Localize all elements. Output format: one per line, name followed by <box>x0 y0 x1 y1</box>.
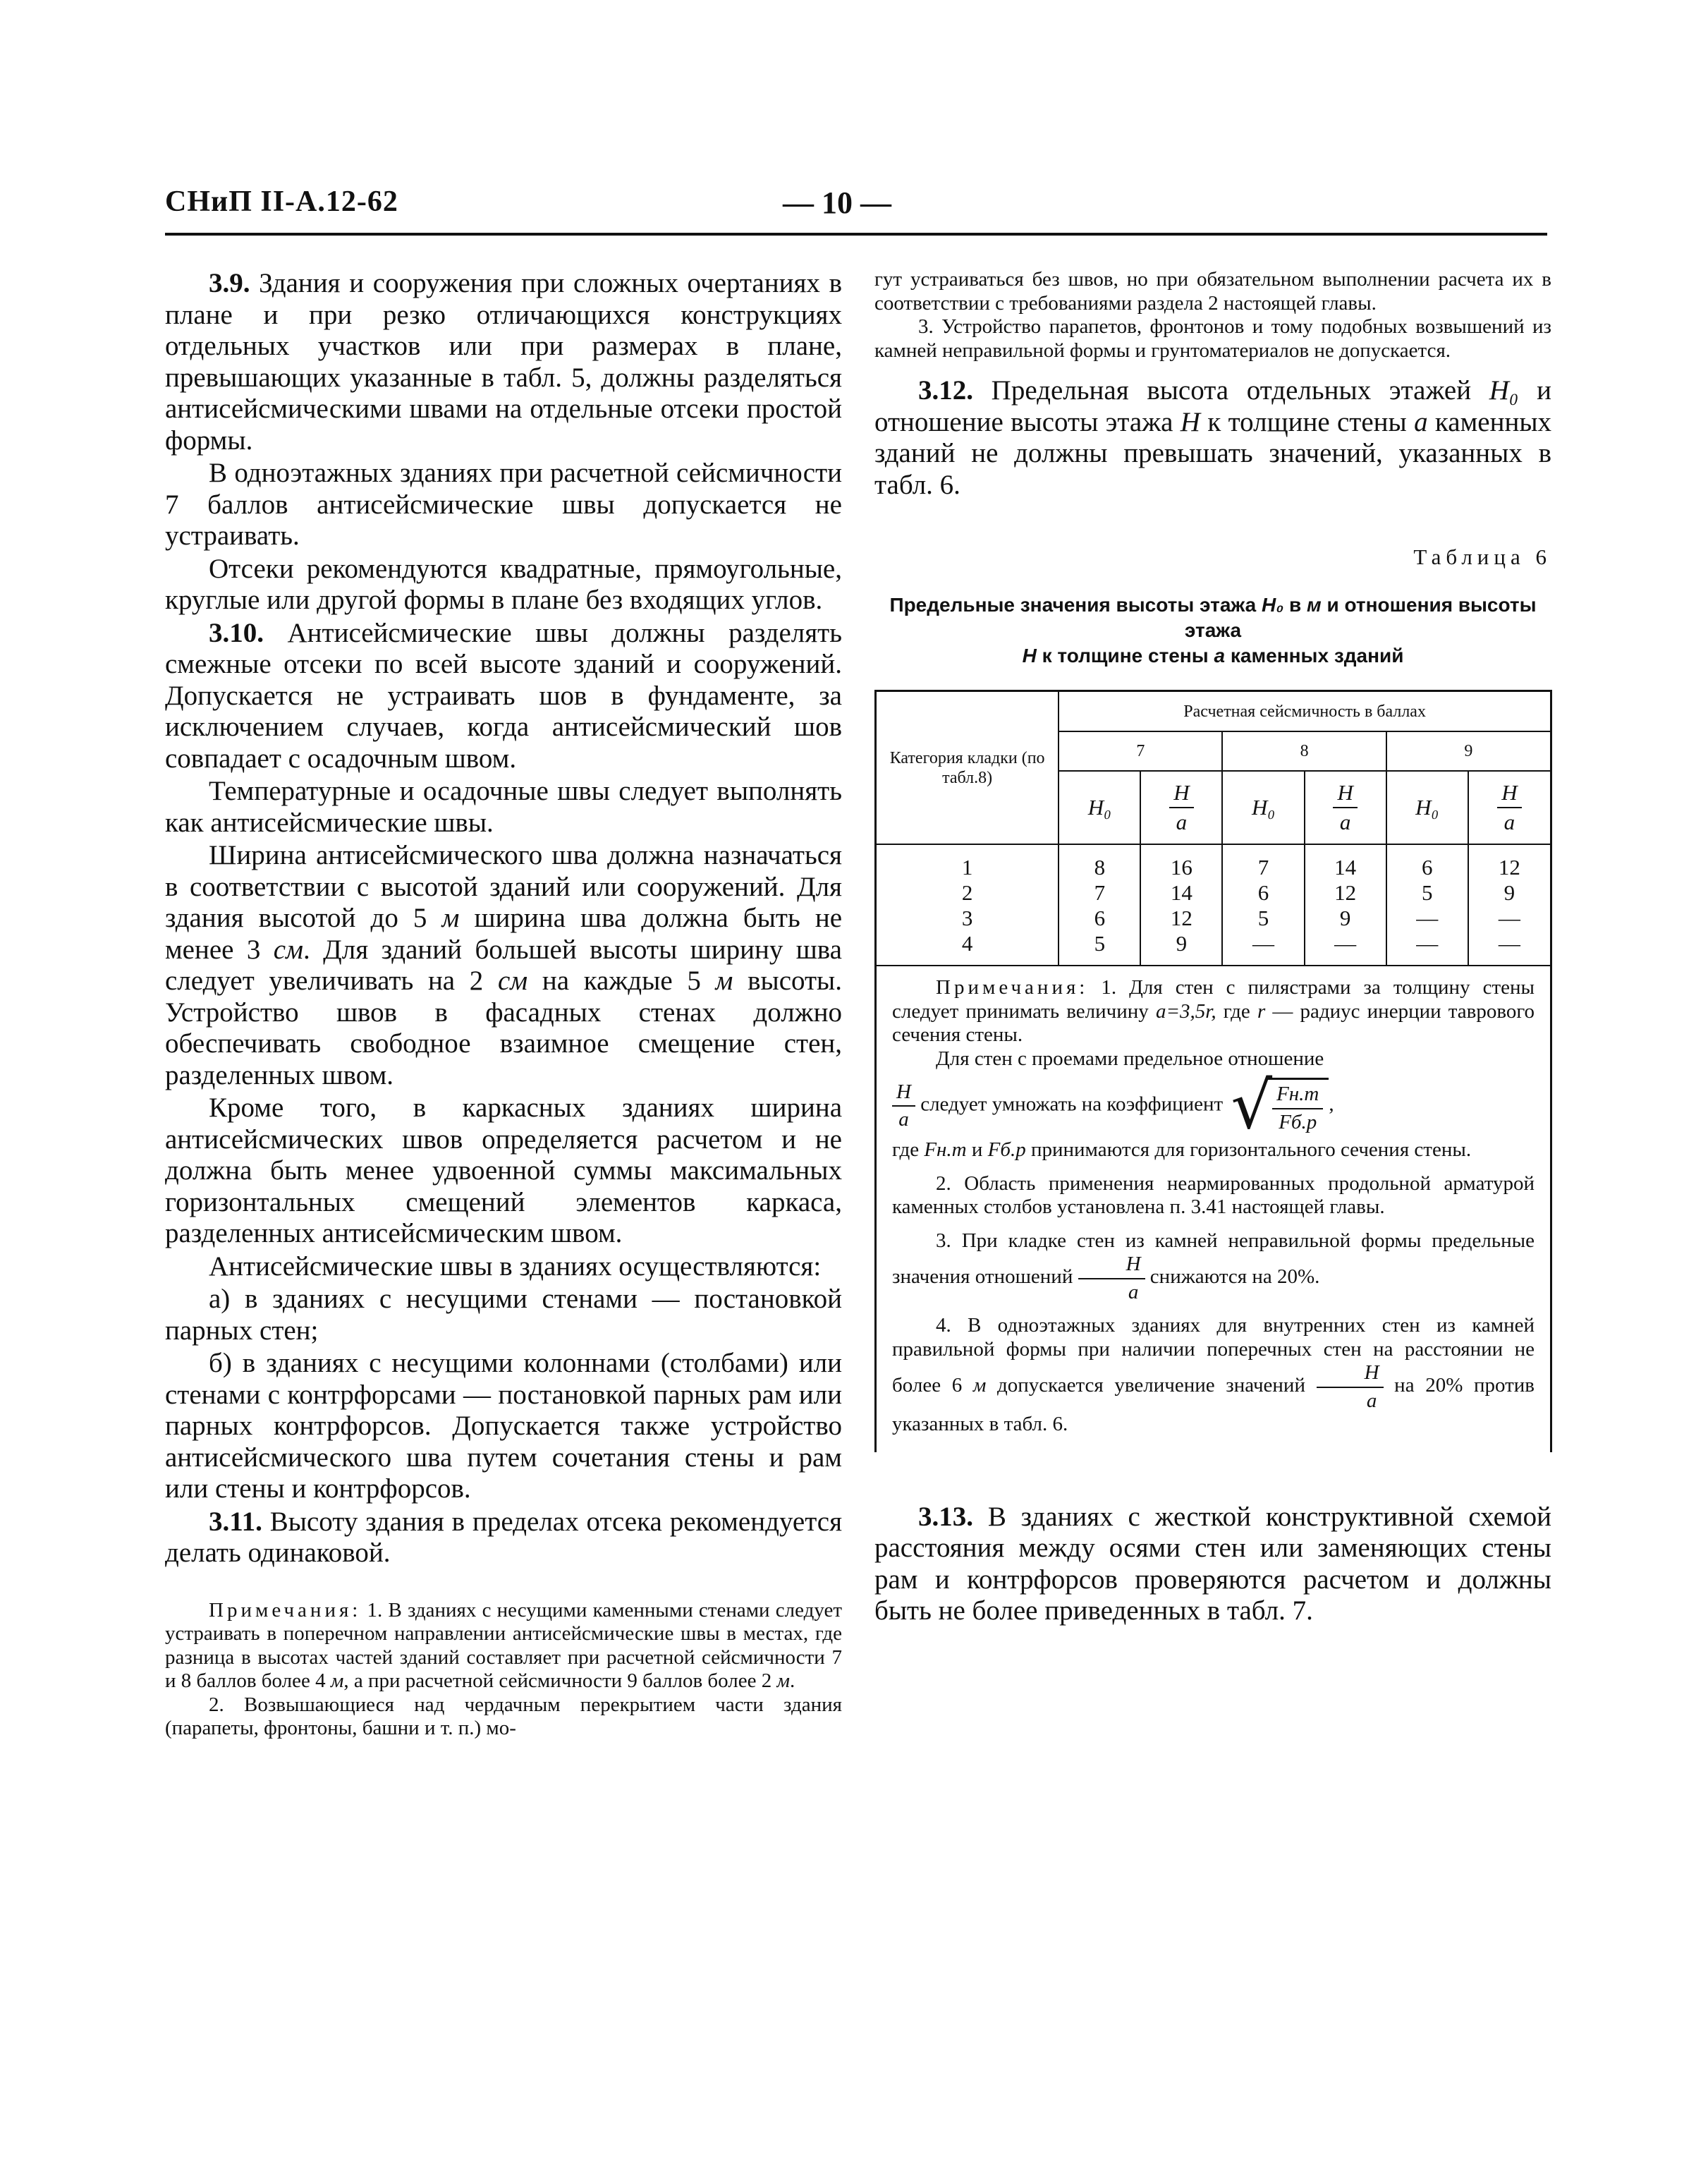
symbol-a: a <box>1176 810 1188 834</box>
text-fragment: — радиус инерции таврового сечения стены. <box>892 999 1535 1046</box>
subheader-h0 <box>1059 771 1140 844</box>
symbol-a: a <box>1414 406 1428 437</box>
clause-text: Здания и сооружения при сложных очертаниях в плане и при резко отличающихся конструкциях отдельных участков или при размерах в плане, превышающих указанные в табл. 5, должны разделяться антисейсмическими швами на отдельные отсеки простой формы. <box>165 268 843 456</box>
text-fragment: следует умножать на коэффициент <box>920 1093 1224 1116</box>
note-3: 3. Устройство парапетов, фронтонов и тому подобных возвышений из камней неправильной формы и грунтоматериалов не допускается. <box>874 315 1551 362</box>
symbol-f-nt: Fн.т <box>1272 1083 1323 1109</box>
symbol-a: a <box>1214 645 1226 667</box>
table-cell: 12 <box>1334 880 1357 905</box>
text-fragment: каменных зданий <box>1230 645 1404 667</box>
clause-text: Высоту здания в пределах отсека рекомендуется делать одинаковой. <box>165 1506 843 1568</box>
text-fragment: снижаются на 20%. <box>1149 1265 1320 1289</box>
fraction-h-over-a <box>1078 1253 1145 1304</box>
paragraph-3-11 <box>165 1507 842 1569</box>
table-note-1-coefficient: $\frac{H}{a}$ следует умножать на коэффициент √ $\frac{Fн.т}{Fб.р}$ , <box>892 1073 1535 1138</box>
symbol-a: a <box>1503 810 1515 834</box>
note-2-continued: гут устраиваться без швов, но при обязательном выполнении расчета их в соответствии с требованиями раздела 2 настоящей главы. <box>874 268 1551 315</box>
clause-number: 3.13. <box>918 1501 973 1532</box>
symbol-a: a <box>1128 1280 1139 1303</box>
paragraph-joint-width <box>165 840 842 1091</box>
column-7-ratio <box>1140 844 1222 966</box>
column-9-h0 <box>1386 844 1468 966</box>
paragraph-frame-buildings: Кроме того, в каркасных зданиях ширина антисейсмических швов определяется расчетом и не должна быть менее удвоенной суммы максимальных горизонтальных смещений элементов каркаса, разделенных антисейсмическим швом. <box>165 1093 842 1248</box>
fraction-h-over-a <box>1317 1361 1384 1413</box>
subheader-h0 <box>1386 771 1468 844</box>
clause-text: В зданиях с жесткой конструктивной схемой расстояния между осями стен или заменяющих стены рам и контрфорсов проверяются расчетом и должны быть не более приведенных в табл. 7. <box>874 1501 1552 1626</box>
table-cell: 6 <box>1257 880 1269 905</box>
document-code: СНиП II-А.12-62 <box>165 185 398 218</box>
table-cell: — <box>1334 931 1357 956</box>
subheader-h0 <box>1222 771 1304 844</box>
text-fragment: . Для зданий большей высоты ширину шва следует увеличивать на 2 <box>165 934 842 996</box>
column-8-ratio <box>1305 844 1386 966</box>
symbol-h: H <box>1078 1253 1145 1279</box>
page-number: — 10 — <box>783 185 891 220</box>
table-cell: 9 <box>1339 906 1351 930</box>
symbol-h: H <box>1169 780 1193 808</box>
table-note-1 <box>892 976 1535 1047</box>
unit-m: м <box>715 966 733 996</box>
header-level-7: 7 <box>1059 731 1222 771</box>
text-fragment: к толщине стены <box>1207 406 1407 437</box>
text-fragment: принимаются для горизонтального сечения стены. <box>1030 1138 1472 1161</box>
text-fragment: на 20% против указанных в табл. 6. <box>892 1374 1535 1435</box>
table-cell: — <box>1498 931 1520 956</box>
table-notes <box>877 966 1550 1444</box>
table-cell: 14 <box>1334 855 1357 880</box>
text-fragment: 1. Для стен с пилястрами за толщину стены следует принимать величину <box>892 976 1535 1023</box>
symbol-h: H <box>1333 780 1357 808</box>
paragraph-single-storey: В одноэтажных зданиях при расчетной сейсмичности 7 баллов антисейсмические швы допускается не устраивать. <box>165 458 842 551</box>
table-cell: 12 <box>1498 855 1520 880</box>
symbol-h0: H₀ <box>1251 795 1276 820</box>
paragraph-implemented: Антисейсмические швы в зданиях осуществляются: <box>209 1251 822 1282</box>
header-seismicity: Расчетная сейсмичность в баллах <box>1059 692 1550 731</box>
table-cell: 5 <box>1257 906 1269 930</box>
column-8-h0 <box>1222 844 1304 966</box>
unit-cm: см <box>273 934 303 965</box>
text-fragment: Предельные значения высоты этажа <box>889 594 1257 616</box>
symbol-f-bp: Fб.р <box>987 1138 1026 1161</box>
symbol-h0: H₀ <box>1261 594 1284 616</box>
formula: a=3,5r, <box>1155 999 1216 1023</box>
fraction-h-over-a <box>892 1081 915 1132</box>
notes-label: Примечания: <box>936 976 1089 999</box>
symbol-a: a <box>898 1108 909 1131</box>
header-category: Категория кладки (по табл.8) <box>877 692 1059 844</box>
symbol-h: H <box>1180 406 1200 437</box>
text-fragment: ширина шва должна быть не менее 3 <box>165 903 843 965</box>
text-fragment: и <box>971 1138 983 1161</box>
header-level-8: 8 <box>1222 731 1386 771</box>
clause-number: 3.12. <box>918 375 973 406</box>
paragraph-3-12 <box>874 375 1551 501</box>
column-9-ratio <box>1468 844 1550 966</box>
list-item-b: б) в зданиях с несущими колоннами (столбами) или стенами с контрфорсами — постановкой парных рам или парных контрфорсов. Допускается также устройство антисейсмического шва путем сочетания стены и рам или стены и контрфорсов. <box>165 1348 842 1504</box>
table-body <box>877 844 1550 966</box>
text-fragment: высоты. Устройство швов в фасадных стенах должно обеспечивать свободное взаимное смещение стен, разделенных швом. <box>165 966 842 1090</box>
table-note-1-openings: Для стен с проемами предельное отношение <box>936 1047 1324 1070</box>
table-cell: 2 <box>961 880 973 905</box>
text-fragment: 4. В одноэтажных зданиях для внутренних стен из камней правильной формы при наличии поперечных стен на расстоянии не более 6 <box>892 1314 1535 1397</box>
unit-m: м <box>776 1669 791 1692</box>
table-cell: 4 <box>961 931 973 956</box>
paragraph-compartments: Отсеки рекомендуются квадратные, прямоугольные, круглые или другой формы в плане без входящих углов. <box>165 553 842 615</box>
text-fragment: 3. При кладке стен из камней неправильной формы предельные значения отношений <box>892 1229 1535 1289</box>
list-item-a: а) в зданиях с несущими стенами — постановкой парных стен; <box>165 1284 842 1346</box>
square-root-formula <box>1231 1068 1329 1143</box>
notes-label: Примечания: <box>209 1598 362 1622</box>
text-fragment: допускается увеличение значений <box>996 1374 1305 1397</box>
table-title <box>874 592 1551 669</box>
table-cell: 1 <box>961 855 973 880</box>
subheader-h-over-a <box>1305 771 1386 844</box>
symbol-f-nt: Fн.т <box>924 1138 967 1161</box>
unit-m: м <box>1307 594 1322 616</box>
table-6-grid <box>877 692 1550 966</box>
paragraph-3-10 <box>165 618 842 775</box>
clause-text: Антисейсмические швы должны разделять смежные отсеки по всей высоте зданий и сооружений. Допускается не устраивать шов в фундаменте, за исключением случаев, когда антисейсмический шов совпадает с осадочным швом. <box>165 617 843 774</box>
symbol-h: H <box>892 1081 915 1107</box>
note-2: 2. Возвышающиеся над чердачным перекрытием части здания (парапеты, фронтоны, башни и т. п.) мо- <box>165 1693 842 1739</box>
table-cell: 6 <box>1094 906 1106 930</box>
text-fragment: и отношения высоты этажа <box>1184 594 1537 641</box>
right-column <box>874 268 1551 1629</box>
text-fragment: в <box>1289 594 1302 616</box>
table-cell: — <box>1416 906 1439 930</box>
symbol-h: H <box>1317 1361 1384 1388</box>
header-rule <box>165 233 1547 236</box>
table-cell: 7 <box>1257 855 1269 880</box>
unit-m: м <box>330 1669 344 1692</box>
table-cell: — <box>1416 931 1439 956</box>
table-cell: 9 <box>1176 931 1188 956</box>
subheader-h-over-a <box>1468 771 1550 844</box>
table-cell: — <box>1252 931 1275 956</box>
table-cell: 12 <box>1170 906 1192 930</box>
text-fragment: где <box>892 1138 920 1161</box>
paragraph-3-9 <box>165 268 842 456</box>
symbol-h: H <box>1497 780 1521 808</box>
text-fragment: каменных зданий не должны превышать значений, указанных в табл. 6. <box>874 406 1552 500</box>
symbol-h0: H₀ <box>1415 795 1439 820</box>
table-cell: 8 <box>1094 855 1106 880</box>
table-note-3 <box>892 1229 1535 1305</box>
text-fragment: Предельная высота отдельных этажей <box>991 375 1472 406</box>
text-fragment: где <box>1223 999 1250 1023</box>
symbol-f-bp: Fб.р <box>1279 1110 1317 1133</box>
unit-m: м <box>972 1374 987 1397</box>
unit-cm: см <box>497 966 528 996</box>
table-note-2: 2. Область применения неармированных продольной арматурой каменных столбов установлена п. 3.41 настоящей главы. <box>892 1172 1535 1218</box>
column-category <box>877 844 1059 966</box>
table-note-4 <box>892 1314 1535 1437</box>
paragraph-3-13 <box>874 1502 1551 1627</box>
table-number: Таблица 6 <box>1413 544 1551 569</box>
symbol-h0: H₀ <box>1489 375 1519 406</box>
table-cell: 16 <box>1170 855 1192 880</box>
table-cell: 6 <box>1422 855 1433 880</box>
left-column <box>165 268 842 1741</box>
table-cell: 3 <box>961 906 973 930</box>
text-fragment: и отношение высоты этажа <box>874 375 1552 437</box>
paragraph-temperature-joints: Температурные и осадочные швы следует выполнять как антисейсмические швы. <box>165 776 842 838</box>
text-fragment: Ширина антисейсмического шва должна назначаться в соответствии с высотой зданий или сооружений. Для здания высотой до 5 <box>165 840 842 933</box>
text-fragment: к толщине стены <box>1042 645 1209 667</box>
table-cell: 5 <box>1422 880 1433 905</box>
clause-number: 3.11. <box>209 1506 262 1537</box>
symbol-h: H <box>1022 645 1037 667</box>
table-cell: 5 <box>1094 931 1106 956</box>
unit-m: м <box>441 903 460 933</box>
table-cell: 9 <box>1503 880 1515 905</box>
symbol-a: a <box>1366 1389 1377 1412</box>
symbol-h0: H₀ <box>1087 795 1111 820</box>
symbol-r: r <box>1257 999 1266 1023</box>
clause-number: 3.10. <box>209 617 264 648</box>
table-cell: 7 <box>1094 880 1106 905</box>
header-level-9: 9 <box>1386 731 1550 771</box>
column-7-h0 <box>1059 844 1140 966</box>
subheader-h-over-a <box>1140 771 1222 844</box>
radical-icon: √ <box>1231 1068 1273 1143</box>
table-cell: — <box>1498 906 1520 930</box>
symbol-a: a <box>1339 810 1351 834</box>
text-fragment: на каждые 5 <box>542 966 701 996</box>
note-1: Примечания: 1. В зданиях с несущими каменными стенами следует устраивать в поперечном направлении антисейсмические швы в местах, где разница в высотах частей зданий составляет при расчетной сейсмичности 7 и 8 баллов более 4 м, а при расчетной сейсмичности 9 баллов более 2 м. <box>165 1598 842 1692</box>
clause-number: 3.9. <box>209 268 250 298</box>
table-note-1-where <box>892 1138 1535 1162</box>
table-cell: 14 <box>1170 880 1192 905</box>
text-fragment: , а при расчетной сейсмичности 9 баллов более 2 <box>343 1669 772 1692</box>
table-6 <box>874 690 1552 1452</box>
text-fragment: 1. В зданиях с несущими каменными стенами следует устраивать в поперечном направлении антисейсмические швы в местах, где разница в высотах частей зданий составляет при расчетной сейсмичности 7 и 8 баллов более 4 <box>165 1598 842 1692</box>
